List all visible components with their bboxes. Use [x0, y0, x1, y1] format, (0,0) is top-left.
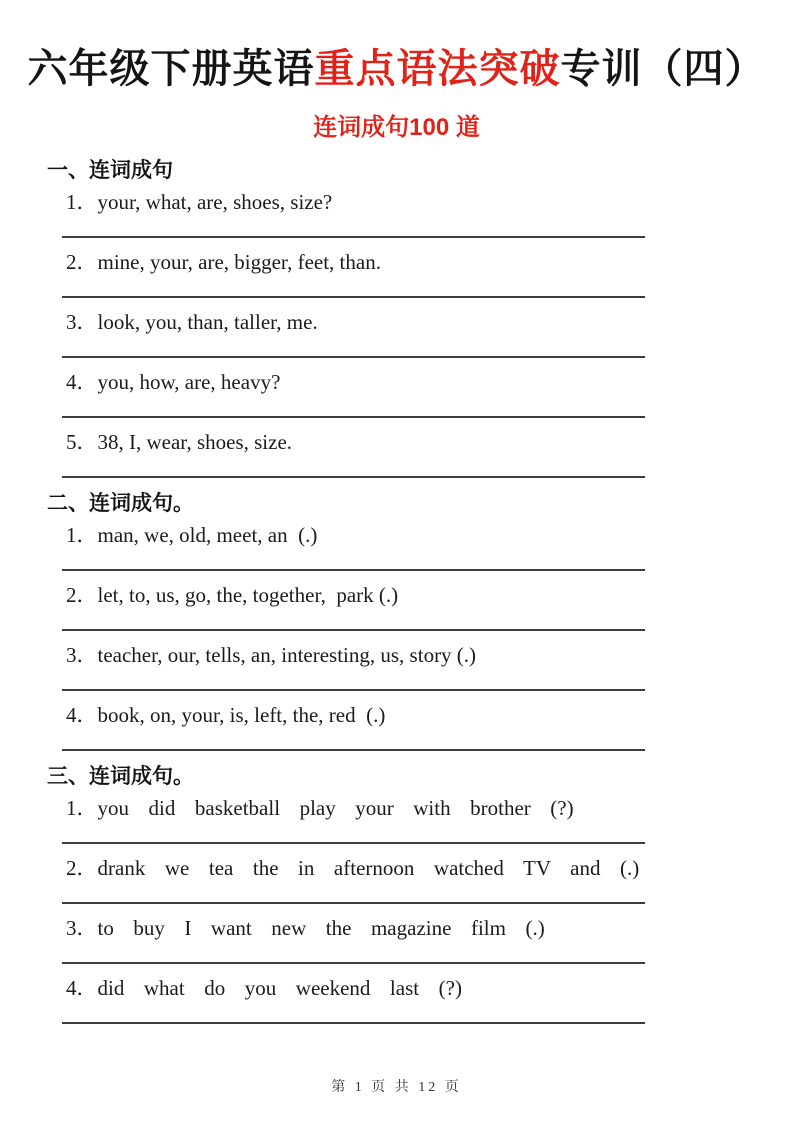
exercise-prompt: 2．drank we tea the in afternoon watched TV and (.): [66, 856, 640, 880]
exercise-prompt: 2．let, to, us, go, the, together, park (.): [66, 583, 399, 607]
exercise-prompt: 3．teacher, our, tells, an, interesting, us, story (.): [66, 643, 477, 667]
answer-blank[interactable]: [62, 1022, 645, 1024]
exercise-prompt: 4．you, how, are, heavy?: [66, 370, 281, 394]
exercise-prompt: 5．38, I, wear, shoes, size.: [66, 430, 293, 454]
answer-blank[interactable]: [62, 236, 645, 238]
answer-blank[interactable]: [62, 902, 645, 904]
exercise-item: [66, 522, 793, 571]
exercise-item: [66, 369, 793, 418]
answer-blank[interactable]: [62, 749, 645, 751]
exercise-item: [66, 582, 793, 631]
exercise-item: [66, 642, 793, 691]
exercise-item: [66, 189, 793, 238]
answer-blank[interactable]: [62, 569, 645, 571]
section-three-heading: 三、连词成句。: [47, 765, 194, 788]
title-part-highlight: 重点语法突破: [314, 47, 561, 91]
page-subtitle: 连词成句100 道: [313, 114, 480, 141]
exercise-item: [66, 309, 793, 358]
page-title: [0, 0, 793, 92]
exercise-prompt: 3．look, you, than, taller, me.: [66, 310, 318, 334]
exercise-prompt: 1．your, what, are, shoes, size?: [66, 190, 333, 214]
answer-blank[interactable]: [62, 416, 645, 418]
exercise-item: [66, 855, 793, 904]
exercise-prompt: 1．man, we, old, meet, an (.): [66, 523, 318, 547]
title-part-grade: 六年级下册英语: [27, 47, 315, 91]
exercise-prompt: 1．you did basketball play your with brother (?): [66, 796, 574, 820]
exercise-prompt: 4．book, on, your, is, left, the, red (.): [66, 703, 386, 727]
exercise-item: [66, 249, 793, 298]
title-part-series: 专训（四）: [560, 47, 766, 91]
answer-blank[interactable]: [62, 296, 645, 298]
section-two-heading: 二、连词成句。: [47, 492, 194, 515]
exercise-item: [66, 795, 793, 844]
section-one-heading: 一、连词成句: [47, 159, 173, 182]
exercise-item: [66, 975, 793, 1024]
section-one: [0, 158, 793, 478]
answer-blank[interactable]: [62, 842, 645, 844]
page-footer: 第 1 页 共 12 页: [331, 1080, 462, 1095]
exercise-prompt: 2．mine, your, are, bigger, feet, than.: [66, 250, 381, 274]
exercise-prompt: 3．to buy I want new the magazine film (.): [66, 916, 545, 940]
exercise-item: [66, 429, 793, 478]
answer-blank[interactable]: [62, 629, 645, 631]
section-two: [0, 491, 793, 751]
answer-blank[interactable]: [62, 962, 645, 964]
answer-blank[interactable]: [62, 356, 645, 358]
exercise-prompt: 4．did what do you weekend last (?): [66, 976, 462, 1000]
answer-blank[interactable]: [62, 476, 645, 478]
answer-blank[interactable]: [62, 689, 645, 691]
section-three: [0, 764, 793, 1024]
exercise-item: [66, 915, 793, 964]
exercise-item: [66, 702, 793, 751]
